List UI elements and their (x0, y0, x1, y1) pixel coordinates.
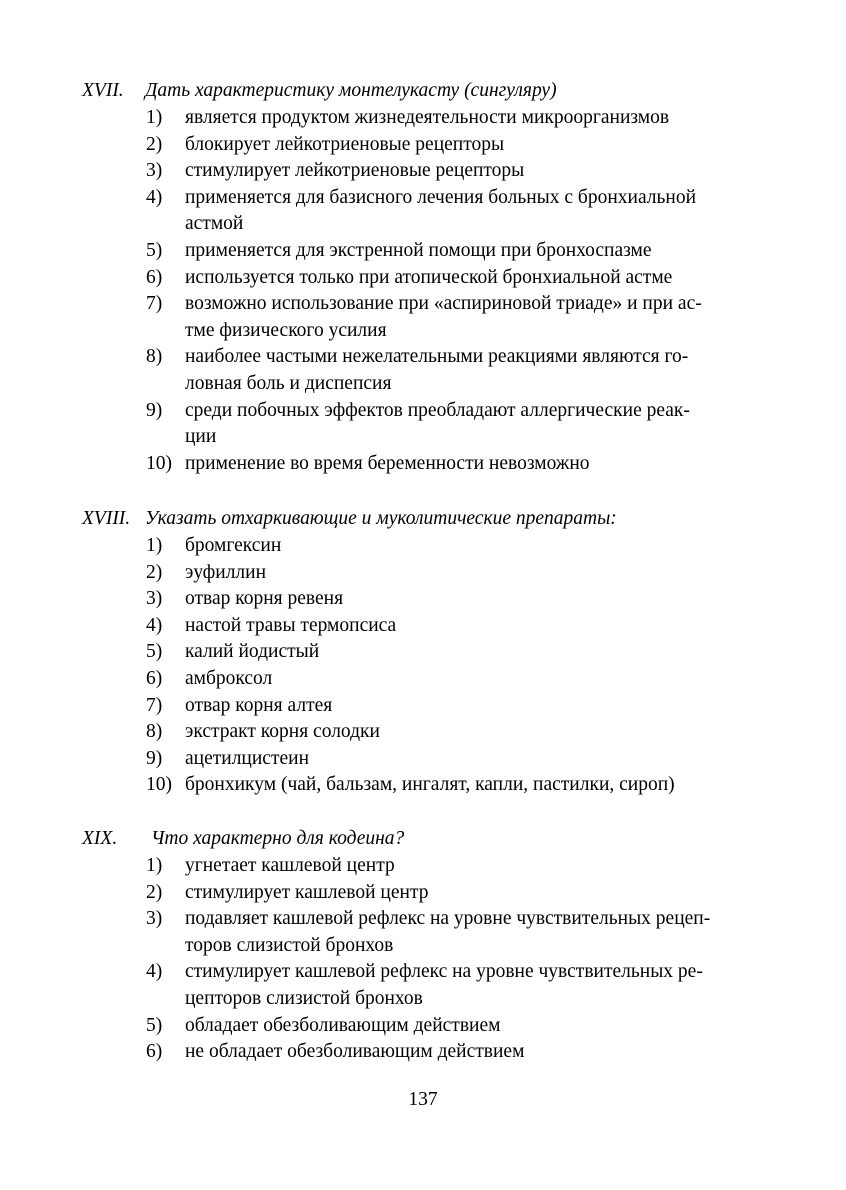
item-text-line: стимулирует лейкотриеновые рецепторы (185, 160, 525, 182)
item-number: 8) (146, 346, 163, 368)
item-number: 4) (146, 186, 163, 208)
list-item (0, 853, 846, 880)
item-text (185, 291, 765, 344)
list-item (0, 613, 846, 640)
question-text: Дать характеристику монтелукасту (сингуляру) (145, 80, 557, 101)
item-number: 9) (146, 747, 163, 769)
question-text: Указать отхаркивающие и муколитические препараты: (145, 508, 617, 529)
question-number: XVII. (82, 80, 124, 101)
item-text-line: блокирует лейкотриеновые рецепторы (185, 133, 505, 155)
item-number: 6) (146, 266, 163, 288)
list-item (0, 105, 846, 132)
list-item (0, 1039, 846, 1066)
item-text-line: используется только при атопической бронхиальной астме (185, 266, 673, 288)
question-heading (0, 825, 846, 853)
item-number: 5) (146, 1014, 163, 1036)
list-item (0, 772, 846, 799)
item-number: 2) (146, 561, 163, 583)
item-text (185, 639, 765, 666)
item-text-line: применяется для экстренной помощи при бронхоспазме (185, 239, 652, 261)
item-text (185, 1039, 765, 1066)
item-text-line: является продуктом жизнедеятельности микроорганизмов (185, 107, 670, 128)
item-text (185, 238, 765, 265)
item-text-line: стимулирует кашлевой рефлекс на уровне чувствительных ре- (185, 961, 703, 983)
question-heading (0, 77, 846, 105)
item-text-line: ции (185, 426, 217, 448)
item-text-line: применяется для базисного лечения больных с бронхиальной (185, 186, 697, 208)
item-text-line: ловная боль и диспепсия (185, 372, 392, 394)
item-text-line: применение во время беременности невозможно (185, 452, 590, 474)
list-item (0, 451, 846, 478)
list-item (0, 185, 846, 238)
item-number: 6) (146, 667, 163, 689)
list-item (0, 344, 846, 397)
item-number: 5) (146, 641, 163, 663)
item-text (185, 451, 765, 478)
question-section-xix (0, 825, 846, 1066)
item-number: 5) (146, 239, 163, 261)
item-number: 7) (146, 293, 163, 315)
item-text-line: астмой (185, 213, 244, 235)
answer-list (0, 853, 846, 1066)
item-text-line: бромгексин (185, 535, 282, 556)
item-number: 8) (146, 721, 163, 743)
list-item (0, 265, 846, 292)
list-item (0, 586, 846, 613)
item-text-line: стимулирует кашлевой центр (185, 881, 429, 903)
item-number: 4) (146, 614, 163, 636)
item-text-line: подавляет кашлевой рефлекс на уровне чувствительных рецеп- (185, 908, 711, 930)
answer-list (0, 105, 846, 477)
item-number: 6) (146, 1041, 163, 1063)
list-item (0, 746, 846, 773)
item-text (185, 666, 765, 693)
answer-list (0, 533, 846, 799)
item-text (185, 613, 765, 640)
item-text-line: не обладает обезболивающим действием (185, 1041, 525, 1063)
item-text-line: тме физического усилия (185, 319, 387, 341)
item-text (185, 132, 765, 159)
item-text (185, 586, 765, 613)
item-number: 1) (146, 535, 163, 556)
item-text-line: эуфиллин (185, 561, 267, 583)
list-item (0, 1013, 846, 1040)
item-text-line: среди побочных эффектов преобладают аллергические реак- (185, 399, 690, 421)
item-number: 3) (146, 160, 163, 182)
item-number: 2) (146, 133, 163, 155)
item-number: 3) (146, 588, 163, 610)
item-text-line: калий йодистый (185, 641, 320, 663)
item-text-line: угнетает кашлевой центр (185, 855, 395, 876)
item-text-line: ацетилцистеин (185, 747, 310, 769)
item-text (185, 693, 765, 720)
item-text (185, 398, 765, 451)
item-text (185, 959, 765, 1012)
list-item (0, 666, 846, 693)
item-text (185, 853, 765, 880)
item-text-line: амброксол (185, 667, 273, 689)
item-text (185, 560, 765, 587)
question-section-xvii (0, 77, 846, 477)
item-text (185, 1013, 765, 1040)
item-text-line: отвар корня ревеня (185, 588, 344, 610)
list-item (0, 533, 846, 560)
item-text (185, 265, 765, 292)
item-text (185, 906, 765, 959)
item-text (185, 185, 765, 238)
list-item (0, 719, 846, 746)
item-text-line: цепторов слизистой бронхов (185, 987, 423, 1009)
item-text (185, 158, 765, 185)
list-item (0, 291, 846, 344)
list-item (0, 959, 846, 1012)
question-number: XIX. (82, 828, 118, 849)
item-text (185, 880, 765, 907)
list-item (0, 398, 846, 451)
list-item (0, 693, 846, 720)
item-text-line: бронхикум (чай, бальзам, ингалят, капли, пастилки, сироп) (185, 774, 675, 796)
item-text (185, 772, 765, 799)
item-number: 9) (146, 399, 163, 421)
item-text-line: возможно использование при «аспириновой триаде» и при ас- (185, 293, 702, 315)
item-number: 10) (146, 452, 172, 474)
question-section-xviii (0, 505, 846, 799)
item-text (185, 105, 765, 132)
item-number: 2) (146, 881, 163, 903)
item-text-line: торов слизистой бронхов (185, 934, 394, 956)
question-number: XVIII. (82, 508, 131, 529)
list-item (0, 560, 846, 587)
item-text-line: наиболее частыми нежелательными реакциями являются го- (185, 346, 689, 368)
list-item (0, 238, 846, 265)
item-number: 4) (146, 961, 163, 983)
item-text (185, 719, 765, 746)
item-number: 3) (146, 908, 163, 930)
item-text (185, 746, 765, 773)
list-item (0, 880, 846, 907)
item-number: 1) (146, 855, 163, 876)
item-text-line: экстракт корня солодки (185, 721, 380, 743)
list-item (0, 639, 846, 666)
item-number: 10) (146, 774, 172, 796)
item-number: 7) (146, 694, 163, 716)
item-text (185, 533, 765, 560)
item-text (185, 344, 765, 397)
item-text-line: отвар корня алтея (185, 694, 333, 716)
item-text-line: обладает обезболивающим действием (185, 1014, 501, 1036)
question-text: Что характерно для кодеина? (151, 828, 405, 849)
list-item (0, 158, 846, 185)
question-heading (0, 505, 846, 533)
list-item (0, 906, 846, 959)
list-item (0, 132, 846, 159)
page-number: 137 (408, 1089, 438, 1110)
item-number: 1) (146, 107, 163, 128)
item-text-line: настой травы термопсиса (185, 614, 397, 636)
